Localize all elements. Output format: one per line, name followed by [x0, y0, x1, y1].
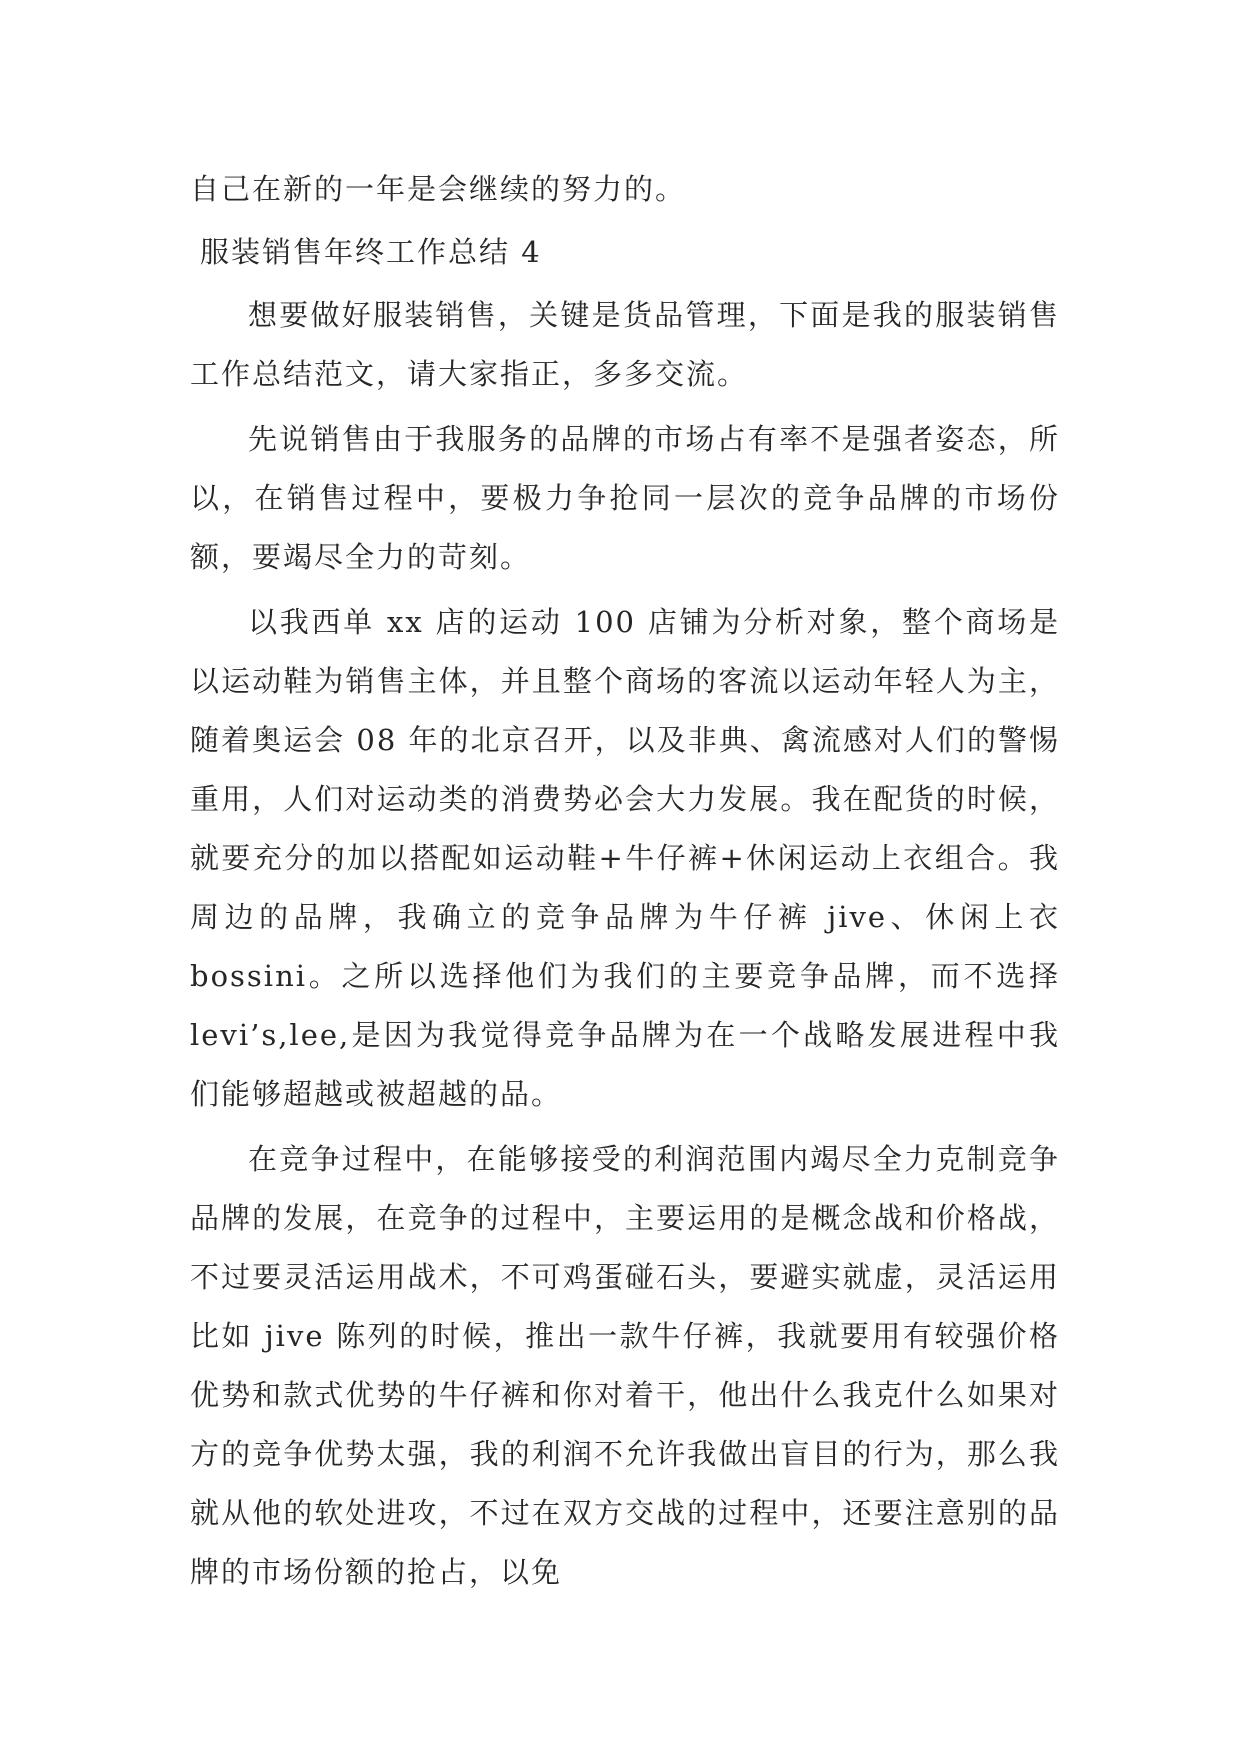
document-body [190, 160, 1060, 1602]
paragraph-intro: 想要做好服装销售，关键是货品管理，下面是我的服装销售工作总结范文，请大家指正，多多交流。 [190, 298, 1060, 391]
paragraph-sales: 先说销售由于我服务的品牌的市场占有率不是强者姿态，所以，在销售过程中，要极力争抢同一层次的竞争品牌的市场份额，要竭尽全力的苛刻。 [190, 422, 1060, 574]
section-heading: 服装销售年终工作总结 4 [200, 235, 542, 269]
paragraph-store-analysis: 以我西单 xx 店的运动 100 店铺为分析对象，整个商场是以运动鞋为销售主体，并且整个商场的客流以运动年轻人为主，随着奥运会 08 年的北京召开，以及非典、禽流感对人们的警惕重用，人们对运动类的消费势必会大力发展。我在配货的时候，就要充分的加以搭配如运动鞋+牛仔裤+休闲运动上衣组合。我周边的品牌，我确立的竞争品牌为牛仔裤 jive、休闲上衣 bossini。之所以选择他们为我们的主要竞争品牌，而不选择 levi’s,lee,是因为我觉得竞争品牌为在一个战略发展进程中我们能够超越或被超越的品。 [190, 605, 1060, 1111]
paragraph-continuation: 自己在新的一年是会继续的努力的。 [190, 172, 687, 206]
paragraph-competition: 在竞争过程中，在能够接受的利润范围内竭尽全力克制竞争品牌的发展，在竞争的过程中，主要运用的是概念战和价格战，不过要灵活运用战术，不可鸡蛋碰石头，要避实就虚，灵活运用比如 jive 陈列的时候，推出一款牛仔裤，我就要用有较强价格优势和款式优势的牛仔裤和你对着干，他出什么我克什么如果对方的竞争优势太强，我的利润不允许我做出盲目的行为，那么我就从他的软处进攻，不过在双方交战的过程中，还要注意别的品牌的市场份额的抢占，以免 [190, 1142, 1060, 1589]
